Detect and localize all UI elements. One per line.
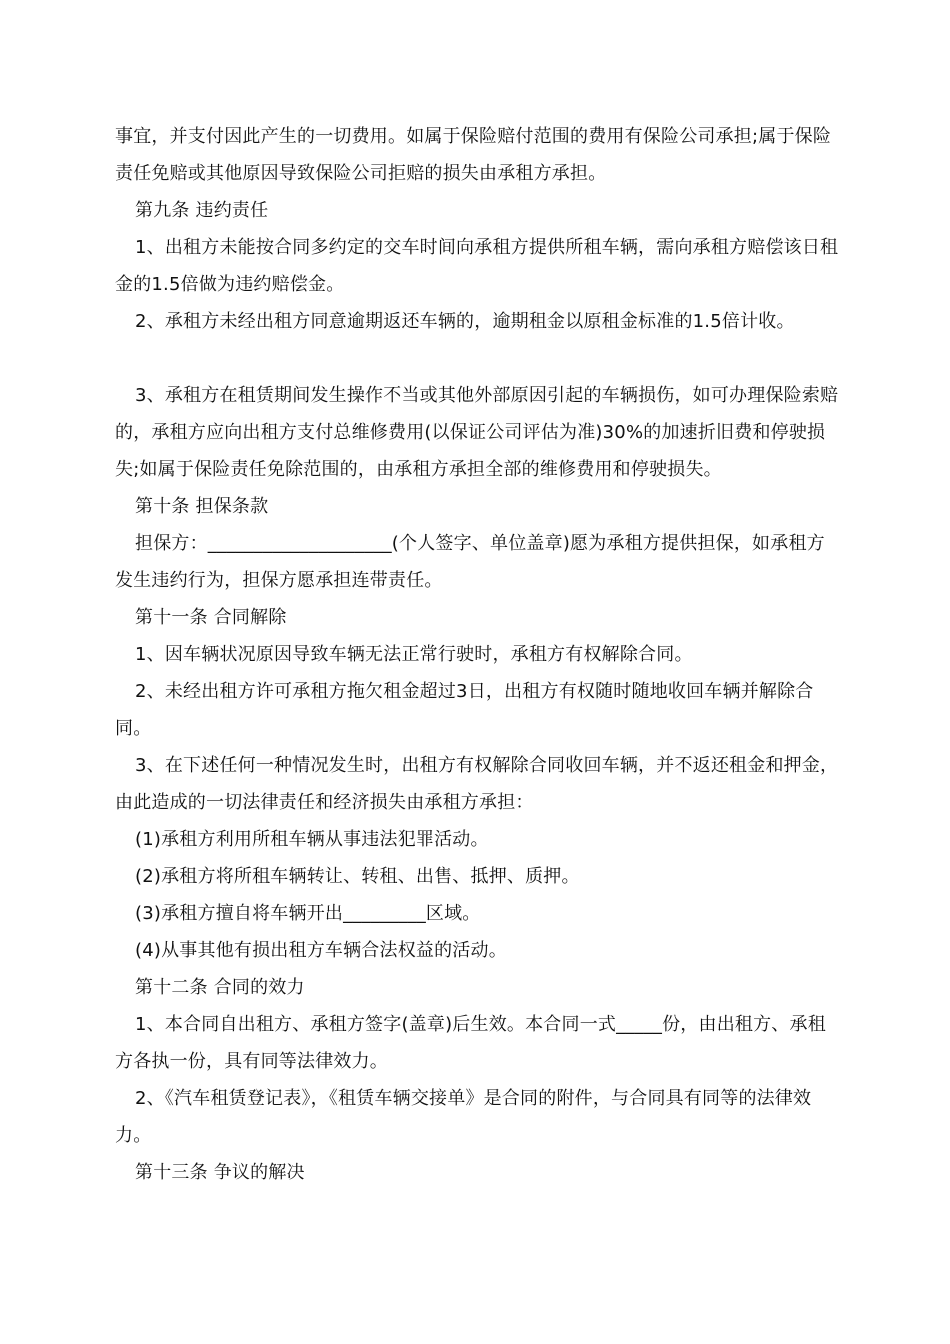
clause-11-3: 3、在下述任何一种情况发生时，出租方有权解除合同收回车辆，并不返还租金和押金，由此造成的一切法律责任和经济损失由承租方承担： [115,755,839,813]
clause-12-1: 1、本合同自出租方、承租方签字(盖章)后生效。本合同一式_____份，由出租方、承租方各执一份，具有同等法律效力。 [115,1014,826,1072]
clause-9-2: 2、承租方未经出租方同意逾期返还车辆的，逾期租金以原租金标准的1.5倍计收。 [135,311,795,332]
guarantor-clause: 担保方：____________________(个人签字、单位盖章)愿为承租方提供担保，如承租方发生违约行为，担保方愿承担连带责任。 [115,533,825,591]
sub-clause-3: (3)承租方擅自将车辆开出_________区域。 [135,903,481,924]
sub-clause-2: (2)承租方将所租车辆转让、转租、出售、抵押、质押。 [135,866,580,887]
section-heading-10: 第十条 担保条款 [135,496,269,517]
clause-9-3: 3、承租方在租赁期间发生操作不当或其他外部原因引起的车辆损伤，如可办理保险索赔的，承租方应向出租方支付总维修费用(以保证公司评估为准)30%的加速折旧费和停驶损失;如属于保险责任免除范围的，由承租方承担全部的维修费用和停驶损失。 [115,385,839,480]
section-heading-12: 第十二条 合同的效力 [135,977,305,998]
clause-11-2: 2、未经出租方许可承租方拖欠租金超过3日，出租方有权随时随地收回车辆并解除合同。 [115,681,814,739]
section-heading-9: 第九条 违约责任 [135,200,269,221]
document-body [115,118,839,1191]
section-heading-13: 第十三条 争议的解决 [135,1162,305,1183]
clause-9-1: 1、出租方未能按合同多约定的交车时间向承租方提供所租车辆，需向承租方赔偿该日租金的1.5倍做为违约赔偿金。 [115,237,839,295]
section-heading-11: 第十一条 合同解除 [135,607,287,628]
clause-12-2: 2、《汽车租赁登记表》，《租赁车辆交接单》是合同的附件，与合同具有同等的法律效力。 [115,1088,812,1146]
sub-clause-4: (4)从事其他有损出租方车辆合法权益的活动。 [135,940,507,961]
paragraph-continuation: 事宜，并支付因此产生的一切费用。如属于保险赔付范围的费用有保险公司承担;属于保险责任免赔或其他原因导致保险公司拒赔的损失由承租方承担。 [115,126,832,184]
sub-clause-1: (1)承租方利用所租车辆从事违法犯罪活动。 [135,829,489,850]
blank-line [115,340,839,377]
clause-11-1: 1、因车辆状况原因导致车辆无法正常行驶时，承租方有权解除合同。 [135,644,693,665]
